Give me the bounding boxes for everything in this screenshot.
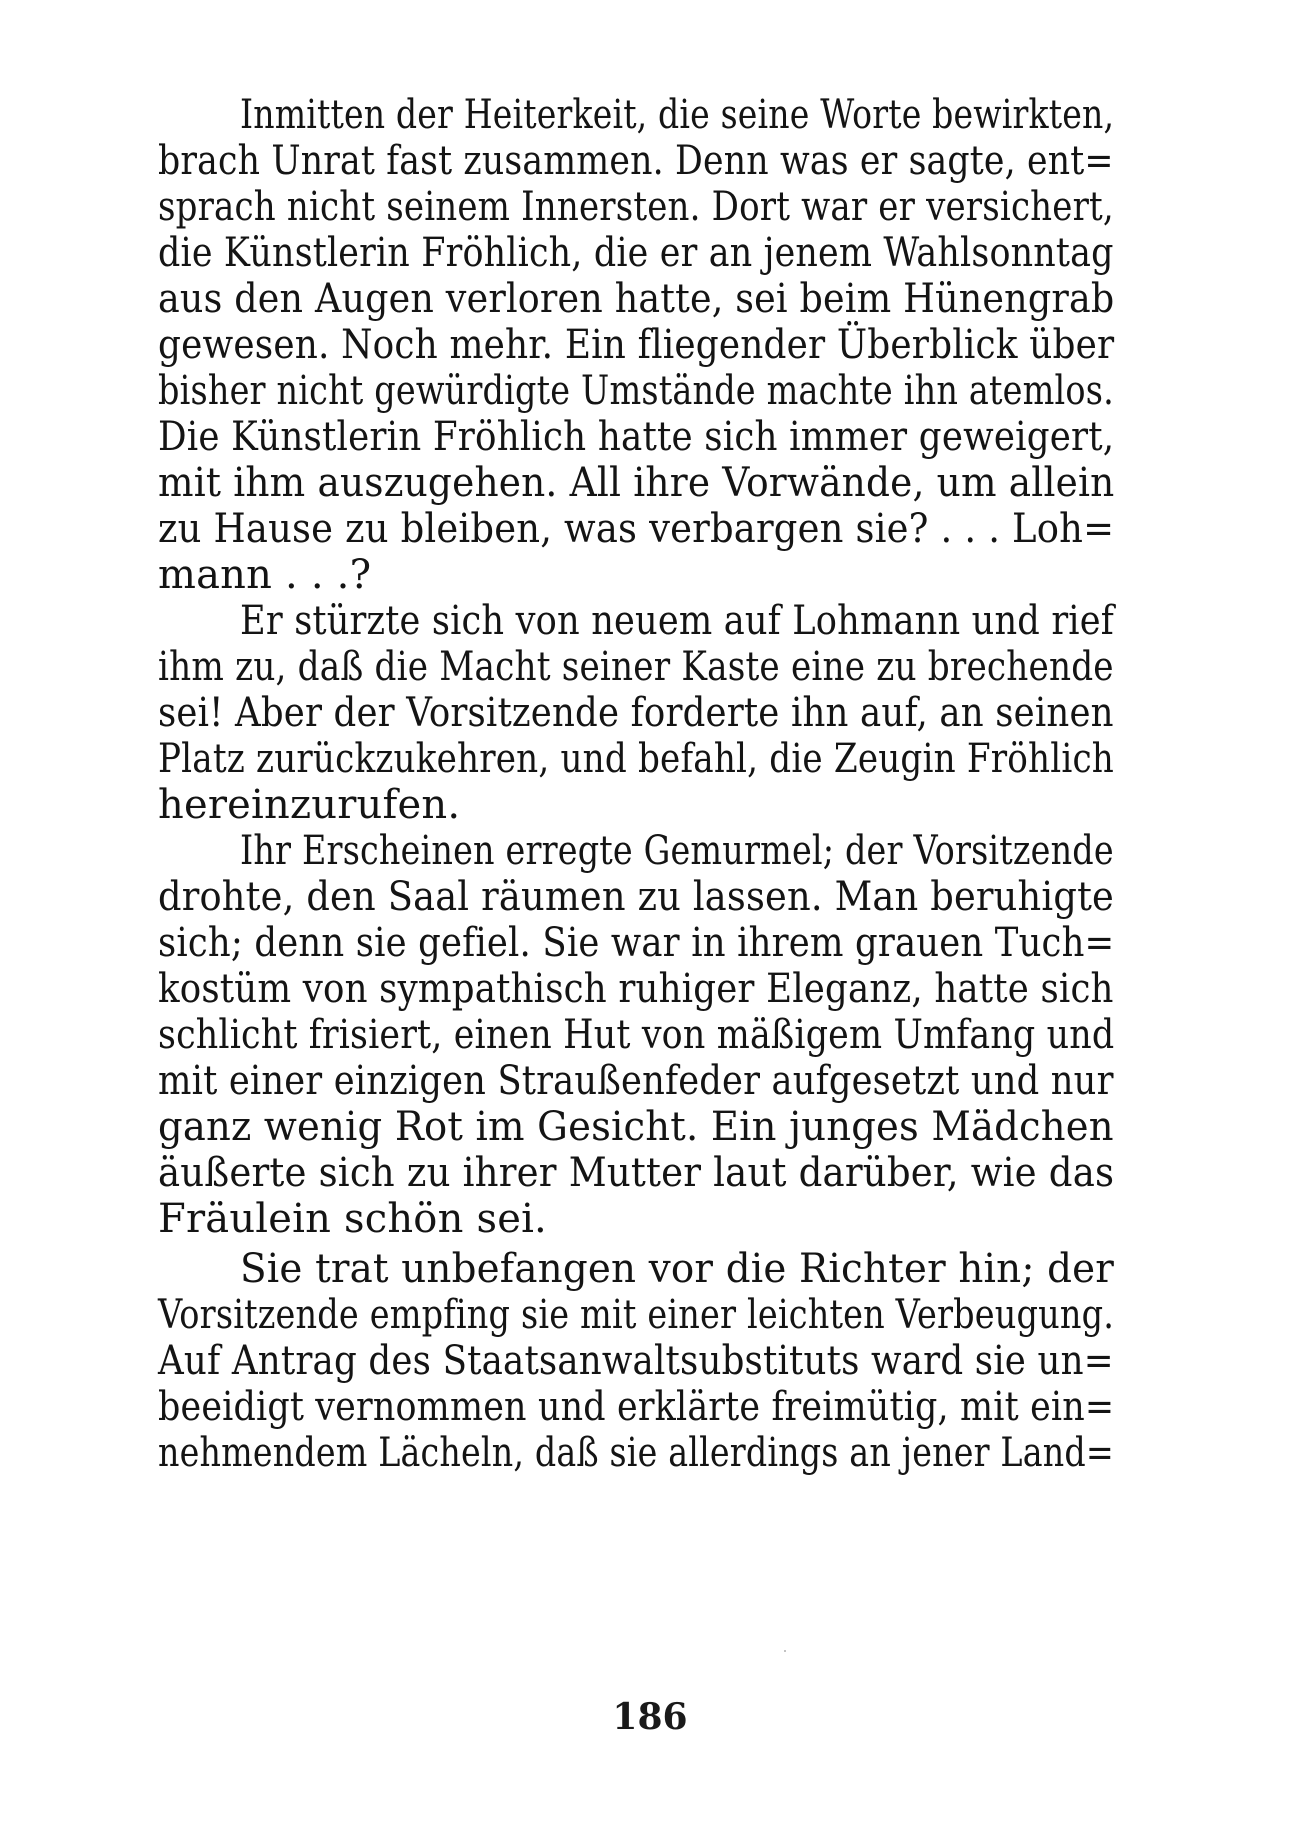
text-line: Er stürzte sich von neuem auf Lohmann und rief <box>240 598 1114 644</box>
text-line: bisher nicht gewürdigte Umstände machte ihn atemlos. <box>158 368 1114 414</box>
text-line: brach Unrat fast zusammen. Denn was er sagte, ent= <box>158 138 1114 184</box>
text-line: mit einer einzigen Straußenfeder aufgesetzt und nur <box>158 1058 1114 1104</box>
text-line: schlicht frisiert, einen Hut von mäßigem Umfang und <box>158 1012 1115 1058</box>
text-line: kostüm von sympathisch ruhiger Eleganz, hatte sich <box>158 966 1114 1012</box>
text-line: nehmendem Lächeln, daß sie allerdings an jener Land= <box>158 1430 1114 1476</box>
text-line: Die Künstlerin Fröhlich hatte sich immer geweigert, <box>158 414 1115 460</box>
text-line: die Künstlerin Fröhlich, die er an jenem Wahlsonntag <box>158 230 1114 276</box>
text-line: Ihr Erscheinen erregte Gemurmel; der Vorsitzende <box>240 828 1114 874</box>
page-number: 186 <box>612 1696 688 1738</box>
text-line: Fräulein schön sei. <box>158 1196 547 1242</box>
text-line: mit ihm auszugehen. All ihre Vorwände, um allein <box>158 460 1115 506</box>
text-line: drohte, den Saal räumen zu lassen. Man beruhigte <box>158 874 1114 920</box>
text-line: Inmitten der Heiterkeit, die seine Worte bewirkten, <box>240 92 1115 138</box>
text-line: Platz zurückzukehren, und befahl, die Zeugin Fröhlich <box>158 736 1114 782</box>
text-line: sich; denn sie gefiel. Sie war in ihrem grauen Tuch= <box>158 920 1115 966</box>
text-line: ganz wenig Rot im Gesicht. Ein junges Mädchen <box>158 1104 1114 1150</box>
text-line: aus den Augen verloren hatte, sei beim Hünengrab <box>158 276 1115 322</box>
text-line: zu Hause zu bleiben, was verbargen sie? . . . Loh= <box>158 506 1115 552</box>
text-line: gewesen. Noch mehr. Ein fliegender Überblick über <box>158 322 1115 368</box>
text-line: Auf Antrag des Staatsanwaltsubstituts ward sie un= <box>158 1338 1114 1384</box>
scan-speck <box>784 1650 786 1652</box>
text-line: sei! Aber der Vorsitzende forderte ihn auf, an seinen <box>158 690 1114 736</box>
text-line: hereinzurufen. <box>158 782 461 828</box>
text-line: Sie trat unbefangen vor die Richter hin; der <box>240 1246 1115 1292</box>
text-line: ihm zu, daß die Macht seiner Kaste eine zu brechende <box>158 644 1114 690</box>
text-line: beeidigt vernommen und erklärte freimütig, mit ein= <box>158 1384 1115 1430</box>
text-line: Vorsitzende empfing sie mit einer leichten Verbeugung. <box>158 1292 1115 1338</box>
text-line: sprach nicht seinem Innersten. Dort war er versichert, <box>158 184 1114 230</box>
text-line: äußerte sich zu ihrer Mutter laut darüber, wie das <box>158 1150 1115 1196</box>
text-line: mann . . .? <box>158 552 372 598</box>
